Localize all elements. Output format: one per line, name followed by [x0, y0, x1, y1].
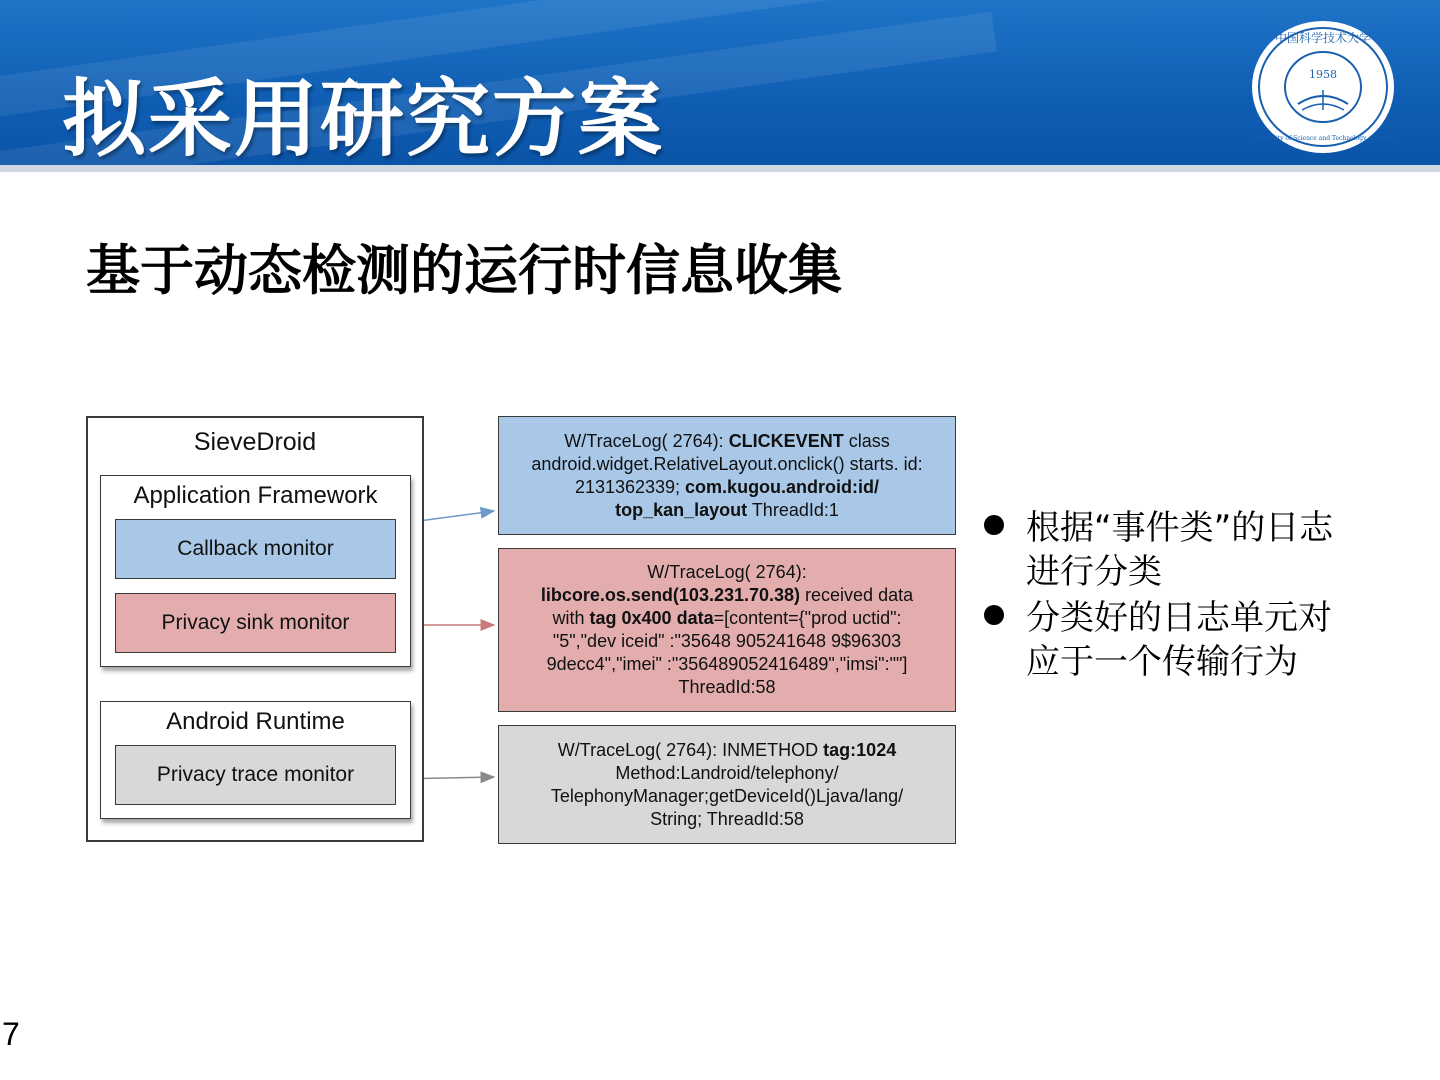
bullet-text: 根据“事件类”的日志	[1026, 508, 1334, 548]
section-heading: 基于动态检测的运行时信息收集	[86, 239, 842, 302]
bullet-item	[980, 596, 1420, 684]
bullet-item	[980, 506, 1420, 594]
page-number: 7	[2, 1016, 20, 1052]
callback-monitor-box	[115, 519, 396, 579]
bullet-dot-icon	[984, 605, 1004, 625]
application-framework-label: Application Framework	[133, 482, 378, 509]
log-line: "5","dev iceid" :"35648 905241648 9$96303	[552, 631, 902, 651]
slide-title: 拟采用研究方案	[62, 70, 665, 168]
log-line: 9decc4","imei" :"356489052416489","imsi":""]	[546, 654, 908, 674]
log-line: TelephonyManager;getDeviceId()Ljava/lang/	[550, 785, 904, 806]
log-line: W/TraceLog( 2764): CLICKEVENT class	[564, 430, 890, 451]
bullet-list	[980, 506, 1420, 686]
inmethod-log-box	[498, 725, 956, 844]
privacy-send-log-box	[498, 548, 956, 712]
android-runtime-label: Android Runtime	[166, 708, 345, 735]
log-line: 2131362339; com.kugou.android:id/	[574, 476, 880, 497]
privacy-trace-monitor-box	[115, 745, 396, 805]
log-line: top_kan_layout ThreadId:1	[615, 499, 839, 520]
click-event-log-box	[498, 416, 956, 535]
privacy-sink-monitor-label: Privacy sink monitor	[161, 611, 350, 634]
log-line: ThreadId:58	[678, 677, 776, 697]
bullet-text: 进行分类	[1026, 552, 1162, 592]
bullet-dot-icon	[984, 515, 1004, 535]
log-line: android.widget.RelativeLayout.onclick() starts. id:	[531, 453, 923, 474]
bullet-text: 应于一个传输行为	[1026, 642, 1298, 682]
log-line: libcore.os.send(103.231.70.38) received data	[540, 585, 914, 605]
log-line: String; ThreadId:58	[650, 808, 804, 829]
log-line: W/TraceLog( 2764): INMETHOD tag:1024	[557, 739, 897, 760]
svg-text:中国科学技术大学: 中国科学技术大学	[1274, 31, 1372, 45]
bullet-text: 分类好的日志单元对	[1026, 598, 1332, 638]
log-line: with tag 0x400 data=[content={"prod uctid":	[552, 608, 902, 628]
sievedroid-label: SieveDroid	[193, 428, 317, 456]
callback-monitor-label: Callback monitor	[177, 537, 334, 560]
svg-text:University of Science and Tech: University of Science and Technology of China	[1252, 135, 1394, 142]
log-line: W/TraceLog( 2764):	[647, 562, 807, 582]
svg-text:1958: 1958	[1309, 68, 1337, 81]
log-line: Method:Landroid/telephony/	[615, 762, 839, 783]
privacy-trace-monitor-label: Privacy trace monitor	[156, 763, 355, 786]
privacy-sink-monitor-box	[115, 593, 396, 653]
